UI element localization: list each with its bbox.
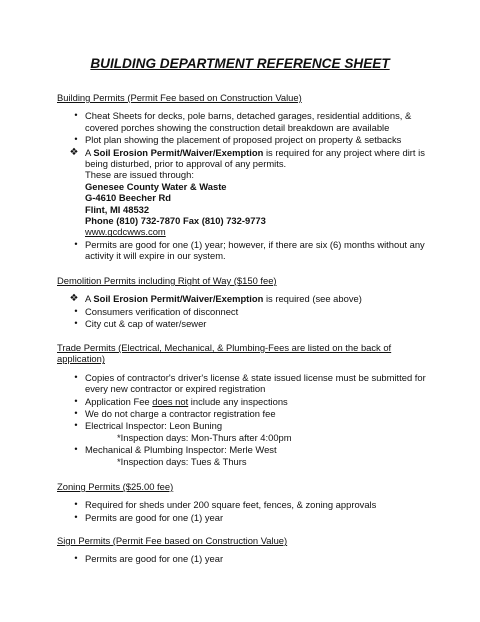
bullet-icon: • <box>74 318 78 329</box>
zoning-permits-heading: Zoning Permits ($25.00 fee) <box>57 481 174 492</box>
list-item <box>57 420 427 443</box>
trade-permits-section <box>57 342 427 468</box>
list-item <box>57 110 427 133</box>
item-text: Required for sheds under 200 square feet, fences, & zoning approvals <box>85 499 377 511</box>
agency-website-link[interactable]: www.gcdcwws.com <box>85 226 166 238</box>
bullet-icon: • <box>74 408 78 419</box>
item-text: Electrical Inspector: Leon Buning <box>85 420 223 432</box>
building-permits-heading: Building Permits (Permit Fee based on Construction Value) <box>57 92 302 103</box>
agency-city: Flint, MI 48532 <box>85 203 150 215</box>
demolition-permits-list <box>57 293 427 329</box>
demolition-permits-heading: Demolition Permits including Right of Way ($150 fee) <box>57 275 277 286</box>
demolition-permits-section <box>57 275 427 331</box>
issued-through-text: These are issued through: <box>85 169 194 181</box>
trade-permits-heading: Trade Permits (Electrical, Mechanical, & Plumbing-Fees are listed on the back of application) <box>57 342 392 365</box>
item-text: Permits are good for one (1) year <box>85 511 224 523</box>
list-item <box>57 239 427 262</box>
diamond-bullet-icon: ❖ <box>69 293 79 305</box>
list-item <box>57 512 427 523</box>
diamond-bullet-icon: ❖ <box>69 146 79 158</box>
item-text-pre: A <box>85 293 94 305</box>
sign-permits-list <box>57 553 427 564</box>
item-text-pre: Application Fee <box>85 395 153 407</box>
bullet-icon: • <box>74 444 78 455</box>
bullet-icon: • <box>74 110 78 121</box>
zoning-permits-list <box>57 499 427 523</box>
inspection-days-note: *Inspection days: Tues & Thurs <box>117 455 247 467</box>
sign-permits-heading: Sign Permits (Permit Fee based on Construction Value) <box>57 535 288 546</box>
inspection-days-note: *Inspection days: Mon-Thurs after 4:00pm <box>117 431 292 443</box>
item-text: Copies of contractor's driver's license & state issued license must be submitted for every new contractor or expired registration <box>85 371 426 395</box>
zoning-permits-section <box>57 481 427 524</box>
bullet-icon: • <box>74 134 78 145</box>
item-text: We do not charge a contractor registration fee <box>85 408 276 420</box>
building-permits-list <box>57 110 427 261</box>
list-item <box>57 553 427 564</box>
list-item <box>57 293 427 304</box>
bullet-icon: • <box>74 499 78 510</box>
agency-name: Genesee County Water & Waste <box>85 180 227 192</box>
item-text: Mechanical & Plumbing Inspector: Merle West <box>85 444 277 456</box>
list-item <box>57 306 427 317</box>
bullet-icon: • <box>74 395 78 406</box>
item-text-post: include any inspections <box>188 395 288 407</box>
bullet-icon: • <box>74 305 78 316</box>
bullet-icon: • <box>74 511 78 522</box>
list-item <box>57 147 427 238</box>
page-title: BUILDING DEPARTMENT REFERENCE SHEET <box>90 56 390 71</box>
soil-erosion-label: Soil Erosion Permit/Waiver/Exemption <box>93 146 264 158</box>
list-item <box>57 134 427 145</box>
trade-permits-list <box>57 372 427 467</box>
item-text: Plot plan showing the placement of proposed project on property & setbacks <box>85 134 402 146</box>
item-text-post: is required for any project where dirt is being disturbed, prior to approval of any permits. <box>85 146 425 170</box>
list-item <box>57 444 427 467</box>
item-text: Permits are good for one (1) year <box>85 553 224 565</box>
item-text: Consumers verification of disconnect <box>85 305 239 317</box>
sign-permits-section <box>57 535 427 566</box>
list-item <box>57 372 427 395</box>
does-not-emphasis: does not <box>152 395 189 407</box>
item-text: Cheat Sheets for decks, pole barns, detached garages, residential additions, & covered porches showing the construction detail breakdown are available <box>85 110 412 133</box>
item-text-post: is required (see above) <box>263 293 362 305</box>
list-item <box>57 396 427 407</box>
list-item <box>57 408 427 419</box>
list-item <box>57 318 427 329</box>
bullet-icon: • <box>74 371 78 382</box>
item-text: Permits are good for one (1) year; however, if there are six (6) months without any activity it will expire in our system. <box>85 238 425 262</box>
agency-street: G-4610 Beecher Rd <box>85 192 171 204</box>
bullet-icon: • <box>74 553 78 564</box>
bullet-icon: • <box>74 238 78 249</box>
bullet-icon: • <box>74 420 78 431</box>
item-text-pre: A <box>85 146 94 158</box>
building-permits-section <box>57 92 427 263</box>
agency-phone-fax: Phone (810) 732-7870 Fax (810) 732-9773 <box>85 215 266 227</box>
item-text: City cut & cap of water/sewer <box>85 318 207 330</box>
list-item <box>57 499 427 510</box>
soil-erosion-label: Soil Erosion Permit/Waiver/Exemption <box>93 293 264 305</box>
